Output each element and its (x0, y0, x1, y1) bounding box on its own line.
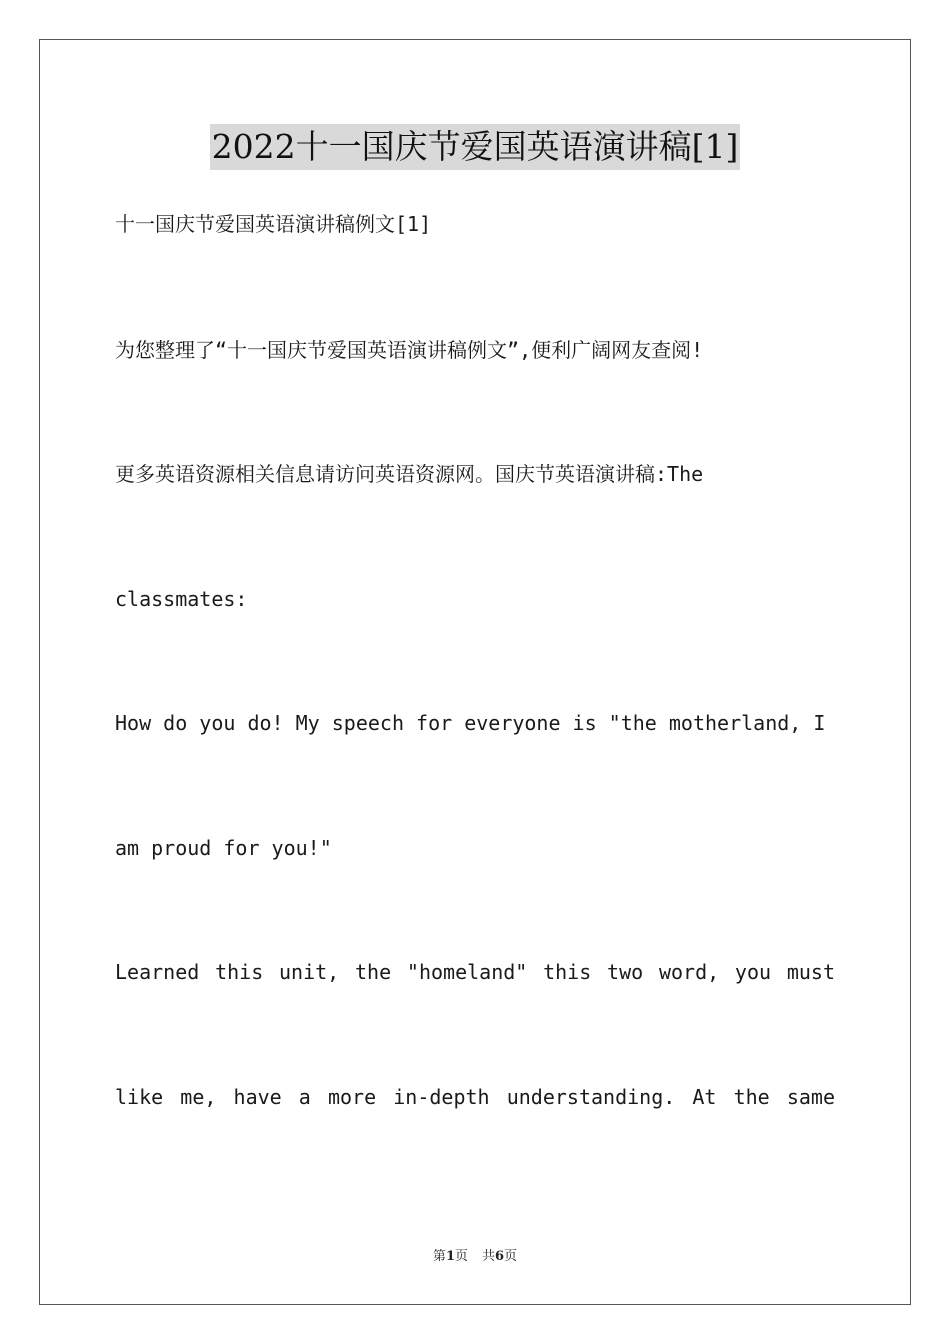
title-container (0, 124, 950, 170)
footer-page-total: 6 (495, 1249, 505, 1264)
body-line-3: 更多英语资源相关信息请访问英语资源网。国庆节英语演讲稿:The (115, 462, 704, 486)
body-line-2: 为您整理了“十一国庆节爱国英语演讲稿例文”,便利广阔网友查阅! (115, 338, 704, 362)
footer-page-current: 1 (445, 1249, 455, 1264)
body-line-7: Learned this unit, the "homeland" this two word, you must (115, 960, 835, 984)
body-line-6: am proud for you!" (115, 836, 332, 860)
page-footer (0, 1248, 950, 1266)
body-line-1: 十一国庆节爱国英语演讲稿例文[1] (115, 212, 432, 236)
footer-total-suffix: 页 (504, 1249, 518, 1264)
body-line-8: like me, have a more in-depth understanding. At the same (115, 1085, 835, 1109)
footer-page-prefix: 第 (432, 1249, 446, 1264)
footer-page-suffix: 页 (454, 1249, 468, 1264)
document-title: 2022十一国庆节爱国英语演讲稿[1] (210, 124, 741, 170)
body-line-4: classmates: (115, 587, 248, 611)
body-line-5: How do you do! My speech for everyone is "the motherland, I (115, 711, 826, 735)
footer-total-prefix: 共 (482, 1249, 496, 1264)
